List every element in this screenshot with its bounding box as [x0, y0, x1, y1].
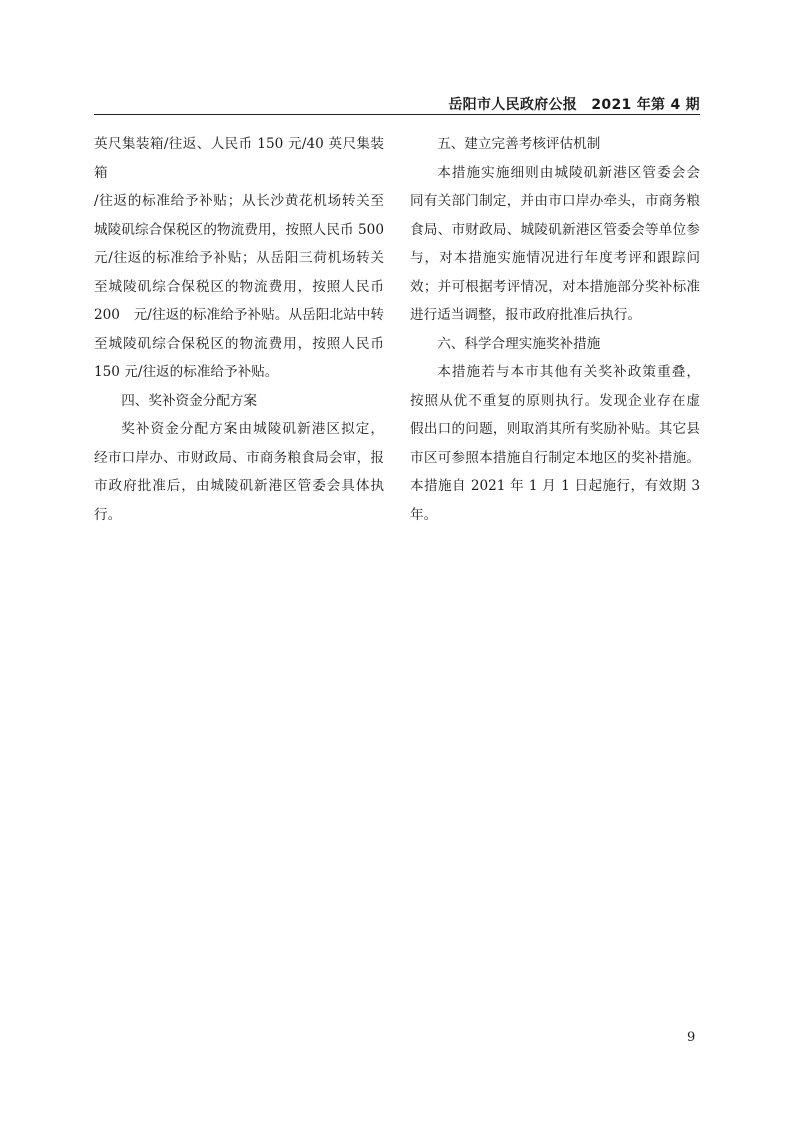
text-line: 200 元/往返的标准给予补贴。从岳阳北站中转: [94, 307, 384, 323]
text-line: 市政府批准后，由城陵矶新港区管委会具体执: [94, 478, 384, 494]
section-heading-5: 五、建立完善考核评估机制: [437, 136, 601, 152]
header-divider: [94, 114, 700, 115]
text-line: 英尺集装箱/往返、人民币 150 元/40 英尺集装箱: [94, 136, 384, 181]
publication-title: 岳阳市人民政府公报 2021 年第 4 期: [448, 97, 700, 113]
text-line: 至城陵矶综合保税区的物流费用，按照人民币: [94, 278, 384, 295]
text-line: 150 元/往返的标准给予补贴。: [94, 364, 279, 380]
text-line: /往返的标准给予补贴；从长沙黄花机场转关至: [94, 193, 384, 209]
text-line: 与，对本措施实施情况进行年度考评和跟踪问: [410, 250, 700, 266]
text-line: 假出口的问题，则取消其所有奖励补贴。其它县: [410, 421, 700, 437]
text-line: 进行适当调整，报市政府批准后执行。: [410, 307, 642, 323]
section-heading-4: 四、奖补资金分配方案: [121, 392, 258, 409]
text-line: 城陵矶综合保税区的物流费用，按照人民币 500: [94, 221, 384, 238]
right-column: [410, 130, 700, 529]
text-line: 食局、市财政局、城陵矶新港区管委会等单位参: [410, 221, 700, 238]
text-line: 奖补资金分配方案由城陵矶新港区拟定，: [121, 421, 384, 437]
section-heading-6: 六、科学合理实施奖补措施: [437, 335, 601, 352]
page-number: 9: [687, 1030, 696, 1045]
text-line: 本措施实施细则由城陵矶新港区管委会会: [437, 164, 700, 181]
text-line: 同有关部门制定，并由市口岸办牵头，市商务粮: [410, 193, 700, 209]
text-line: 按照从优不重复的原则执行。发现企业存在虚: [410, 392, 700, 409]
text-line: 效；并可根据考评情况，对本措施部分奖补标准: [410, 278, 700, 295]
text-line: 至城陵矶综合保税区的物流费用，按照人民币: [94, 335, 384, 352]
left-column: [94, 130, 384, 529]
text-line: 本措施若与本市其他有关奖补政策重叠，: [437, 364, 700, 380]
text-line: 元/往返的标准给予补贴；从岳阳三荷机场转关: [94, 250, 384, 266]
text-line: 本措施自 2021 年 1 月 1 日起施行，有效期 3 年。: [410, 478, 700, 523]
text-line: 市区可参照本措施自行制定本地区的奖补措施。: [410, 449, 700, 466]
text-line: 经市口岸办、市财政局、市商务粮食局会审，报: [94, 449, 384, 466]
page-header: [94, 92, 700, 116]
text-line: 行。: [94, 506, 122, 523]
